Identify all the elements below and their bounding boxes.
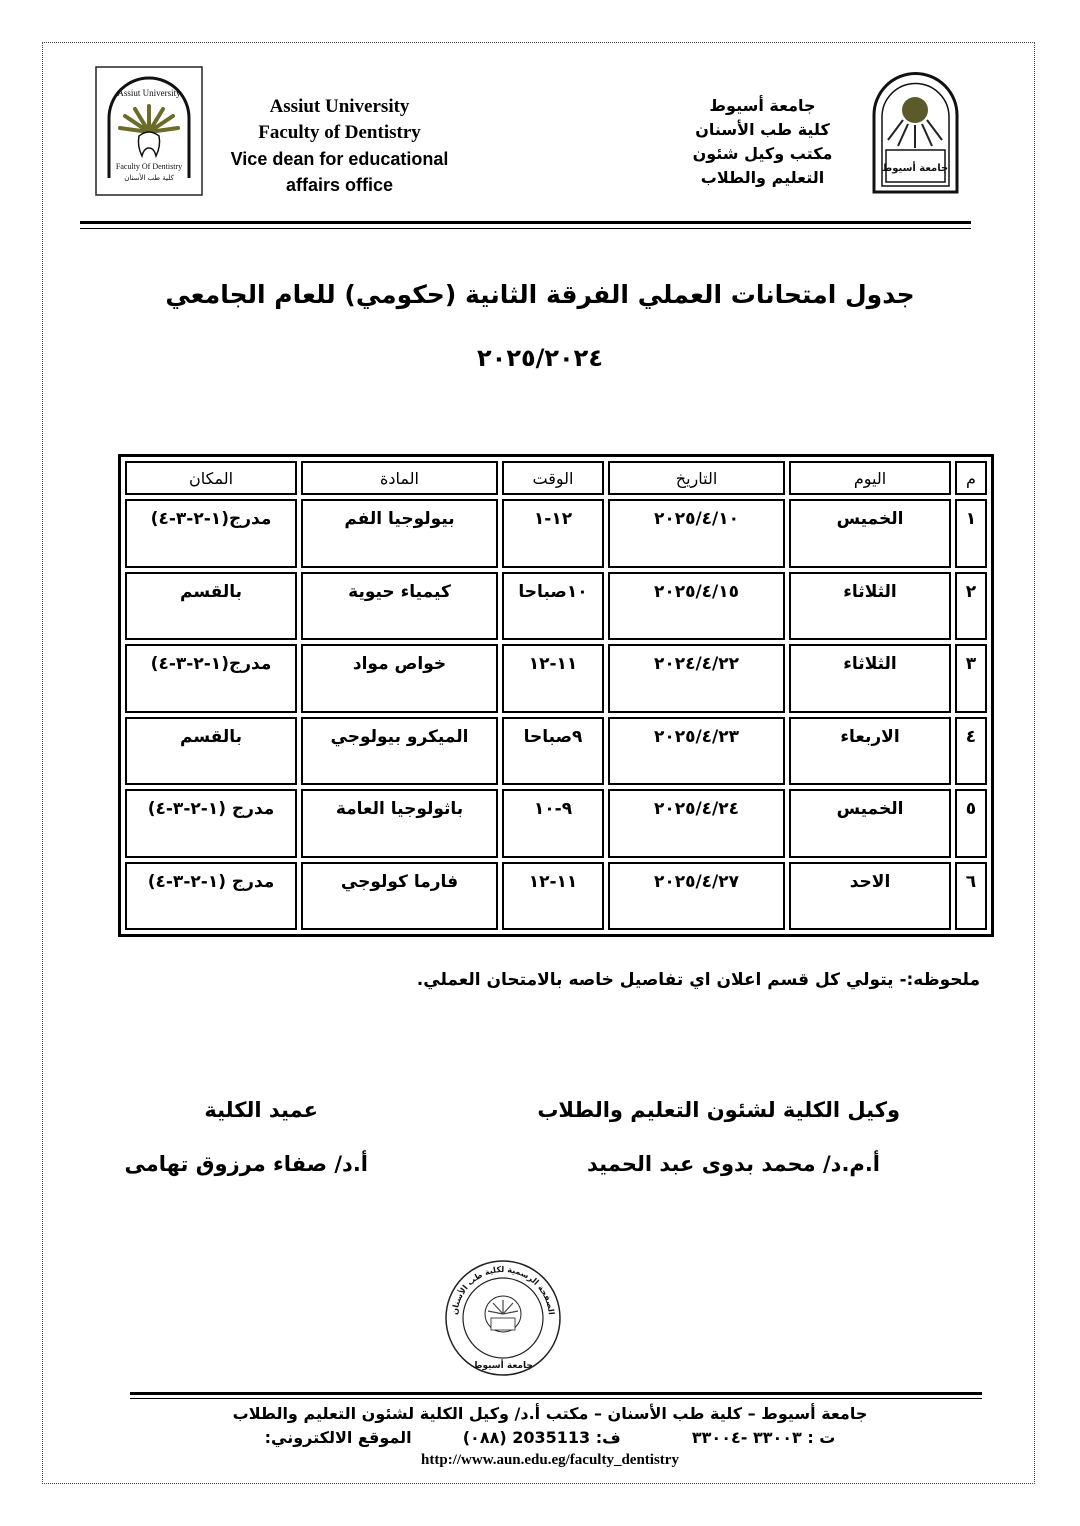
header-ar-line-3: مكتب وكيل شئون xyxy=(692,144,833,163)
cell-place: مدرج (١-٢-٣-٤) xyxy=(125,789,297,858)
cell-num: ٢ xyxy=(955,572,987,641)
table-row xyxy=(125,644,987,713)
header-en-line-2: Faculty of Dentistry xyxy=(258,122,421,143)
footer-rule-thick xyxy=(130,1392,982,1395)
cell-date: ٢٠٢٥/٤/٢٧ xyxy=(608,862,785,931)
cell-place: بالقسم xyxy=(125,717,297,786)
cell-num: ١ xyxy=(955,499,987,568)
cell-subject: كيمياء حيوية xyxy=(301,572,498,641)
table-row xyxy=(125,789,987,858)
header-ar-line-2: كلية طب الأسنان xyxy=(695,120,830,139)
footer-phone: ت : ٣٣٠٠٣ -٣٣٠٠٤ xyxy=(691,1428,836,1447)
header-ar-line-1: جامعة أسيوط xyxy=(709,96,816,115)
stamp-outer-text: الصفحة الرسمية لكلية طب الأسنان xyxy=(450,1265,556,1316)
cell-time: ١١-١٢ xyxy=(502,862,604,931)
cell-time: ١٢-١ xyxy=(502,499,604,568)
cell-place: مدرج(١-٢-٣-٤) xyxy=(125,644,297,713)
dean-name: أ.د/ صفاء مرزوق تهامى xyxy=(124,1152,368,1176)
cell-num: ٣ xyxy=(955,644,987,713)
cell-date: ٢٠٢٥/٤/١٠ xyxy=(608,499,785,568)
table-row xyxy=(125,499,987,568)
logo-left-caption: Faculty Of Dentistry xyxy=(115,162,183,171)
header-english xyxy=(222,94,457,198)
stamp-bottom-text: جامعة أسيوط xyxy=(473,1361,533,1371)
university-logo xyxy=(868,70,963,195)
table-row xyxy=(125,717,987,786)
logo-left-arc-text: Assiut University xyxy=(117,88,181,98)
note: ملحوظه:- يتولي كل قسم اعلان اي تفاصيل خاصه بالامتحان العملي. xyxy=(416,970,980,990)
header-en-line-4: affairs office xyxy=(285,175,394,195)
cell-place: مدرج(١-٢-٣-٤) xyxy=(125,499,297,568)
cell-day: الثلاثاء xyxy=(789,572,951,641)
cell-date: ٢٠٢٤/٤/٢٢ xyxy=(608,644,785,713)
official-stamp xyxy=(443,1258,563,1378)
vice-dean-name: أ.م.د/ محمد بدوى عبد الحميد xyxy=(587,1152,880,1176)
logo-right-text: جامعة أسيوط xyxy=(881,163,949,174)
header-subject: المادة xyxy=(301,461,498,495)
header-en-line-3: Vice dean for educational xyxy=(230,149,449,169)
cell-subject: الميكرو بيولوجي xyxy=(301,717,498,786)
academic-year: ٢٠٢٥/٢٠٢٤ xyxy=(477,344,603,372)
cell-time: ١١-١٢ xyxy=(502,644,604,713)
footer-url[interactable]: http://www.aun.edu.eg/faculty_dentistry xyxy=(421,1452,679,1468)
header-day: اليوم xyxy=(789,461,951,495)
header-rule-thick xyxy=(80,221,971,224)
exam-schedule-table xyxy=(118,454,994,937)
footer-website-label: الموقع الالكتروني: xyxy=(264,1428,412,1447)
cell-date: ٢٠٢٥/٤/٢٤ xyxy=(608,789,785,858)
cell-subject: باثولوجيا العامة xyxy=(301,789,498,858)
cell-date: ٢٠٢٥/٤/٢٣ xyxy=(608,717,785,786)
header-arabic xyxy=(680,94,845,190)
dean-title: عميد الكلية xyxy=(204,1098,318,1122)
cell-day: الخميس xyxy=(789,499,951,568)
header-time: الوقت xyxy=(502,461,604,495)
header-rule-thin xyxy=(80,228,971,229)
header-en-line-1: Assiut University xyxy=(269,96,410,117)
logo-left-caption-ar: كلية طب الأسنان xyxy=(124,174,174,182)
cell-subject: بيولوجيا الفم xyxy=(301,499,498,568)
header-place: المكان xyxy=(125,461,297,495)
vice-dean-title: وكيل الكلية لشئون التعليم والطلاب xyxy=(537,1098,900,1122)
table-row xyxy=(125,862,987,931)
footer-address: جامعة أسيوط – كلية طب الأسنان – مكتب أ.د/ وكيل الكلية لشئون التعليم والطلاب xyxy=(232,1404,868,1423)
cell-subject: خواص مواد xyxy=(301,644,498,713)
footer-fax: ف: 2035113 (٠٨٨) xyxy=(462,1428,621,1447)
cell-num: ٤ xyxy=(955,717,987,786)
table-header-row xyxy=(125,461,987,495)
cell-day: الخميس xyxy=(789,789,951,858)
cell-place: بالقسم xyxy=(125,572,297,641)
cell-day: الثلاثاء xyxy=(789,644,951,713)
cell-subject: فارما كولوجي xyxy=(301,862,498,931)
cell-time: ١٠صباحا xyxy=(502,572,604,641)
header-num: م xyxy=(955,461,987,495)
footer-rule-thin xyxy=(130,1398,982,1399)
faculty-logo xyxy=(95,66,203,196)
page-title: جدول امتحانات العملي الفرقة الثانية (حكومي) للعام الجامعي xyxy=(165,280,915,309)
cell-day: الاحد xyxy=(789,862,951,931)
cell-place: مدرج (١-٢-٣-٤) xyxy=(125,862,297,931)
cell-num: ٥ xyxy=(955,789,987,858)
cell-date: ٢٠٢٥/٤/١٥ xyxy=(608,572,785,641)
table-row xyxy=(125,572,987,641)
cell-num: ٦ xyxy=(955,862,987,931)
footer-contacts xyxy=(130,1428,970,1447)
header-date: التاريخ xyxy=(608,461,785,495)
cell-time: ٩-١٠ xyxy=(502,789,604,858)
header-ar-line-4: التعليم والطلاب xyxy=(700,168,825,187)
cell-time: ٩صباحا xyxy=(502,717,604,786)
cell-day: الاربعاء xyxy=(789,717,951,786)
